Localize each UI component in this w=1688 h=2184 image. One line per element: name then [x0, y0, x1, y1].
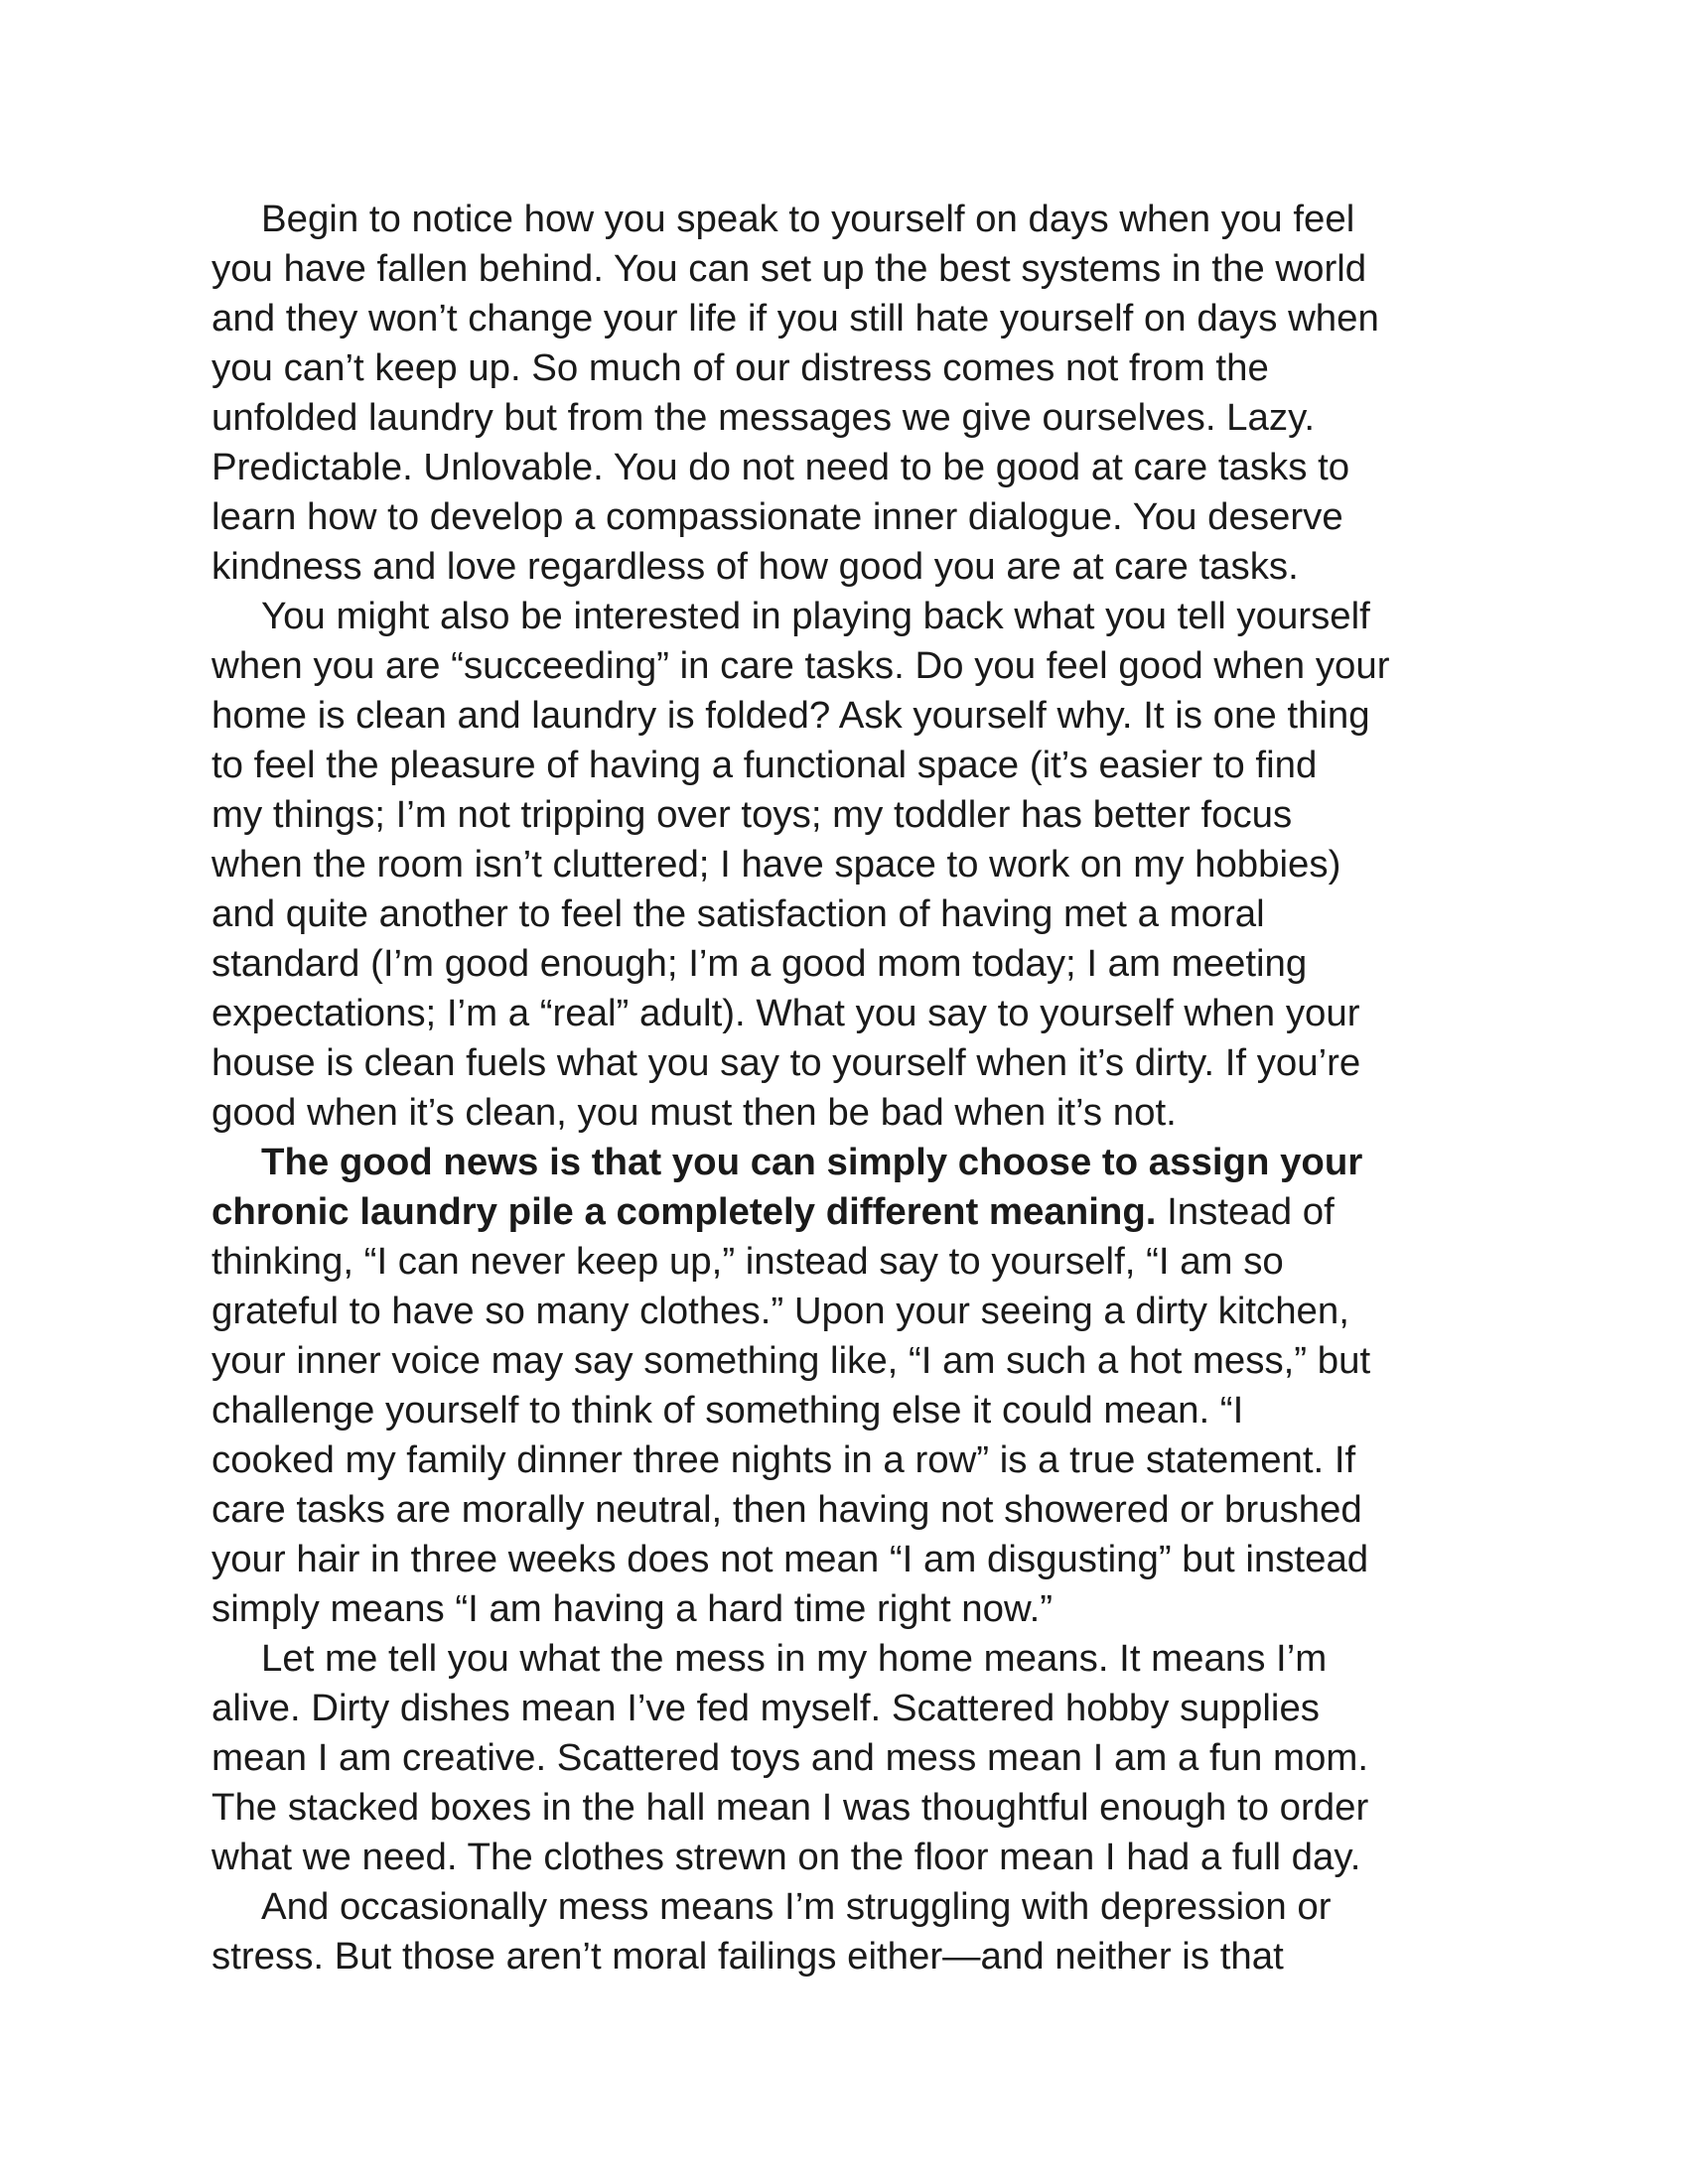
- paragraph-3-bold-text: The good news is that you can simply choose to assign your chronic laundry pile a completely different meaning.: [211, 1141, 1363, 1233]
- paragraph-3: [211, 1138, 1502, 1634]
- document-page: [211, 195, 1502, 1981]
- paragraph-4-text: Let me tell you what the mess in my home means. It means I’m alive. Dirty dishes mean I’ve fed myself. Scattered hobby supplies mean I am creative. Scattered toys and mess mean I am a fun mom. The stacked boxes in the hall mean I was thoughtful enough to order what we need. The clothes strewn on the floor mean I had a full day.: [211, 1637, 1369, 1878]
- paragraph-2-text: You might also be interested in playing back what you tell yourself when you are “succeeding” in care tasks. Do you feel good when your home is clean and laundry is folded? Ask yourself why. It is one thing to feel the pleasure of having a functional space (it’s easier to find my things; I’m not tripping over toys; my toddler has better focus when the room isn’t cluttered; I have space to work on my hobbies) and quite another to feel the satisfaction of having met a moral standard (I’m good enough; I’m a good mom today; I am meeting expectations; I’m a “real” adult). What you say to yourself when your house is clean fuels what you say to yourself when it’s dirty. If you’re good when it’s clean, you must then be bad when it’s not.: [211, 595, 1390, 1134]
- paragraph-5-text: And occasionally mess means I’m struggling with depression or stress. But those aren’t moral failings either—and neither is that: [211, 1885, 1332, 1978]
- paragraph-1: [211, 195, 1502, 592]
- paragraph-2: [211, 592, 1502, 1138]
- paragraph-1-text: Begin to notice how you speak to yourself on days when you feel you have fallen behind. You can set up the best systems in the world and they won’t change your life if you still hate yourself on days when you can’t keep up. So much of our distress comes not from the unfolded laundry but from the messages we give ourselves. Lazy. Predictable. Unlovable. You do not need to be good at care tasks to learn how to develop a compassionate inner dialogue. You deserve kindness and love regardless of how good you are at care tasks.: [211, 198, 1379, 588]
- paragraph-3-text: Instead of thinking, “I can never keep up,” instead say to yourself, “I am so grateful to have so many clothes.” Upon your seeing a dirty kitchen, your inner voice may say something like, “I am such a hot mess,” but challenge yourself to think of something else it could mean. “I cooked my family dinner three nights in a row” is a true statement. If care tasks are morally neutral, then having not showered or brushed your hair in three weeks does not mean “I am disgusting” but instead simply means “I am having a hard time right now.”: [211, 1190, 1371, 1630]
- paragraph-5: [211, 1882, 1502, 1981]
- paragraph-4: [211, 1634, 1502, 1882]
